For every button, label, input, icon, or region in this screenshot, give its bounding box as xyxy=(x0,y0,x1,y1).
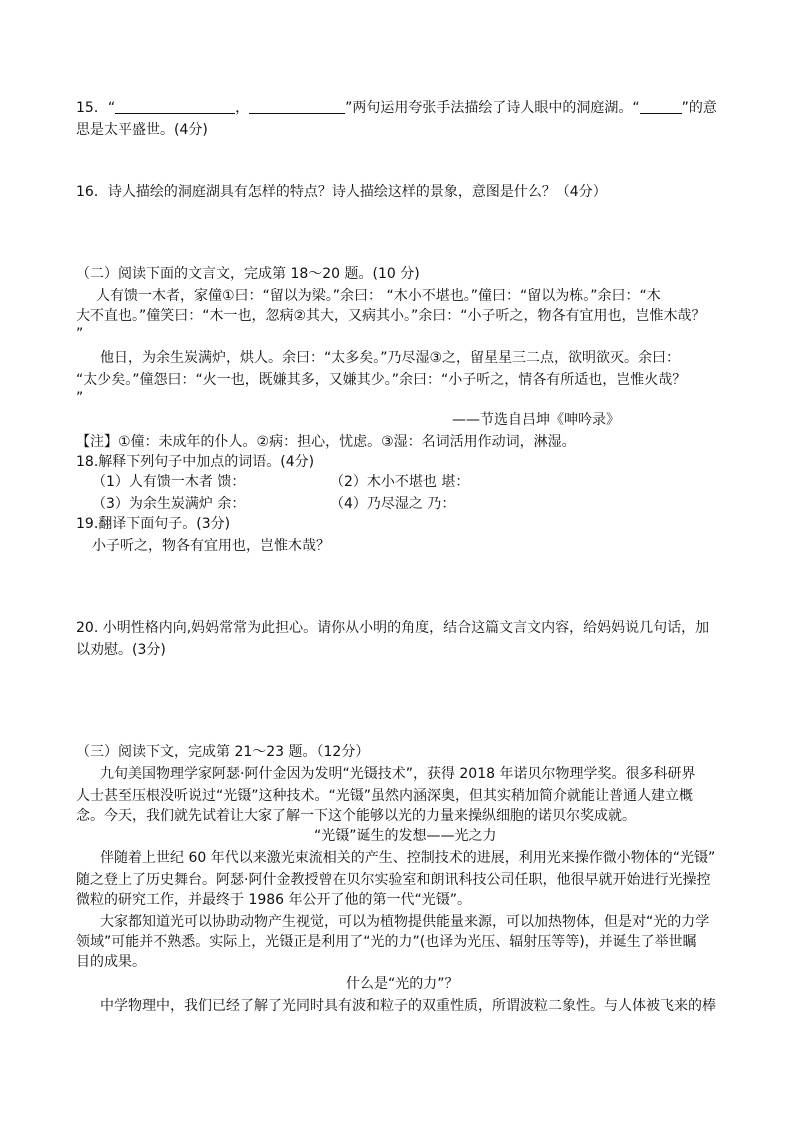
sec3-p2-line3: 微粒的研究工作，并最终于 1986 年公开了他的第一代“光镊”。 xyxy=(76,892,472,908)
sec3-p3-line2: 领域”可能并不熟悉。实际上，光镊正是利用了“光的力”(也译为光压、辐射压等等)，并诞生了举世瞩 xyxy=(76,934,697,950)
section-2-heading: （二）阅读下面的文言文，完成第 18～20 题。(10 分) xyxy=(76,266,420,282)
q15-sep: ， xyxy=(235,100,250,116)
question-18-stem: 18.解释下列句子中加点的词语。(4分) xyxy=(76,454,315,470)
question-15-line1 xyxy=(76,98,717,118)
question-20-line1: 20. 小明性格内向,妈妈常常为此担心。请你从小明的角度，结合这篇文言文内容，给妈妈说几句话，加 xyxy=(76,620,710,636)
sec3-p2-line1: 伴随着上世纪 60 年代以来激光束流相关的产生、控制技术的进展，利用光来操作微小物体的“光镊” xyxy=(100,850,716,866)
sec2-p2-line3: ” xyxy=(76,390,84,406)
sec3-p1-line3: 念。今天，我们就先试着让大家了解一下这个能够以光的力量来操纵细胞的诺贝尔奖成就。 xyxy=(76,808,636,824)
sec3-p3-line3: 目的成果。 xyxy=(76,954,146,970)
sec3-p1-line1: 九旬美国物理学家阿瑟·阿什金因为发明“光镊技术”，获得 2018 年诺贝尔物理学奖。很多科研界 xyxy=(100,766,696,782)
sec3-p4-line1: 中学物理中，我们已经了解了光同时具有波和粒子的双重性质，所谓波粒二象性。与人体被飞来的棒 xyxy=(100,998,716,1014)
answer-blank-2[interactable] xyxy=(249,99,345,114)
sec3-p1-line2: 人士甚至压根没听说过“光镊”这种技术。“光镊”虽然内涵深奥，但其实稍加简介就能让普通人建立概 xyxy=(76,788,694,804)
q15-mid: ”两句运用夸张手法描绘了诗人眼中的洞庭湖。“ xyxy=(345,100,640,116)
question-19-stem: 19.翻译下面句子。(3分) xyxy=(76,516,231,532)
subheading-origin: “光镊”诞生的发想——光之力 xyxy=(314,828,497,844)
q18-item-4: （4）乃尽湿之 乃： xyxy=(330,496,456,512)
question-15-line2: 思是太平盛世。(4分) xyxy=(76,122,208,138)
question-20-line2: 以劝慰。(3分) xyxy=(76,642,166,658)
q19-sentence: 小子听之，物各有宜用也，岂惟木哉？ xyxy=(92,538,330,554)
source-citation: ——节选自吕坤《呻吟录》 xyxy=(452,412,620,428)
q15-suffix: ”的意 xyxy=(681,100,717,116)
subheading-light-force: 什么是“光的力”？ xyxy=(346,976,459,992)
sec2-p2-line1: 他日，为余生炭满炉，烘人。余曰：“太多矣。”乃尽湿③之，留星星三二点，欲明欲灭。余曰： xyxy=(100,350,681,366)
q18-item-2: （2）木小不堪也 堪： xyxy=(330,474,470,490)
annotation-note: 【注】①僮：未成年的仆人。②病：担心，忧虑。③湿：名词活用作动词，淋湿。 xyxy=(76,434,576,450)
q18-item-1: （1）人有馈一木者 馈： xyxy=(92,474,246,490)
sec2-p1-line2: 大不直也。”僮笑曰：“木一也，忽病②其大，又病其小。”余曰：“小子听之，物各有宜用也，岂惟木哉？ xyxy=(76,308,706,324)
sec3-p3-line1: 大家都知道光可以协助动物产生视觉，可以为植物提供能量来源，可以加热物体，但是对“光的力学 xyxy=(100,914,710,930)
section-3-heading: （三）阅读下文，完成第 21～23 题。（12分） xyxy=(76,744,370,760)
q15-prefix: 15．“ xyxy=(76,100,116,116)
q18-item-3: （3）为余生炭满炉 余： xyxy=(92,496,246,512)
question-16: 16．诗人描绘的洞庭湖具有怎样的特点？诗人描绘这样的景象，意图是什么？（4分） xyxy=(76,184,607,200)
answer-blank-3[interactable] xyxy=(640,99,682,114)
answer-blank-1[interactable] xyxy=(115,99,235,114)
sec2-p1-line3: ” xyxy=(76,326,84,342)
sec2-p2-line2: “太少矣。”僮怨曰：“火一也，既嫌其多，又嫌其少。”余曰：“小子听之，情各有所适也，岂惟火哉？ xyxy=(76,372,687,388)
sec2-p1-line1: 人有馈一木者，家僮①曰：“留以为梁。”余曰： “木小不堪也。”僮曰：“留以为栋。”余曰：“木 xyxy=(96,288,661,304)
sec3-p2-line2: 随之登上了历史舞台。阿瑟·阿什金教授曾在贝尔实验室和朗讯科技公司任职，他很早就开始进行光操控 xyxy=(76,872,711,888)
